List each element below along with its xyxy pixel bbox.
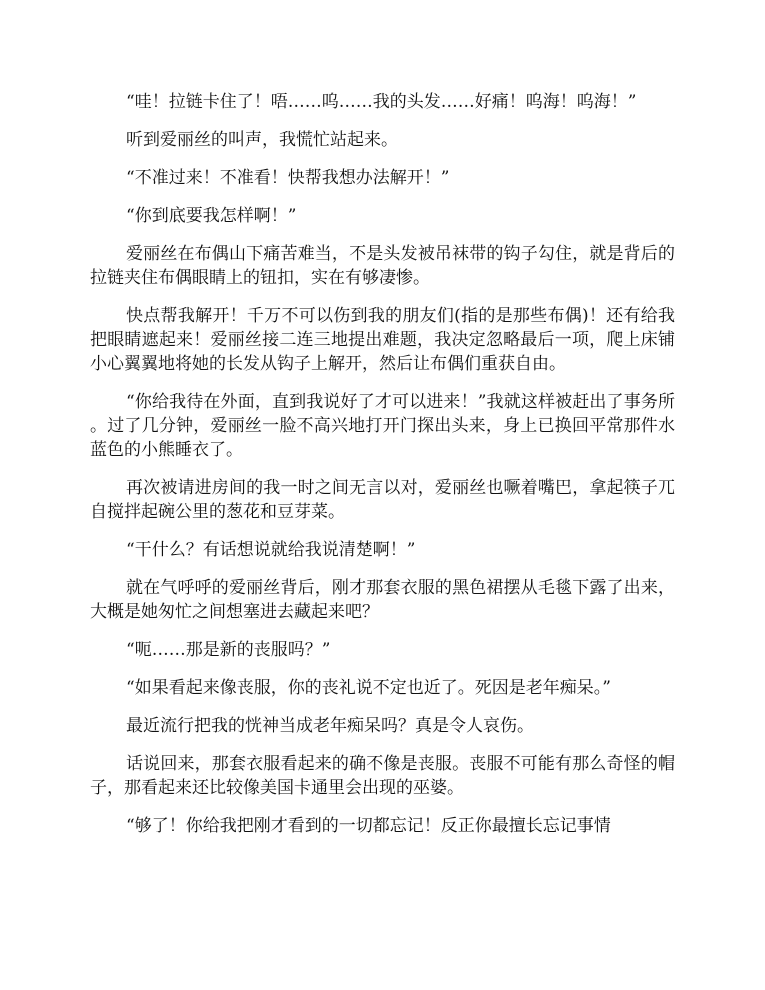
paragraph-15: “够了！你给我把刚才看到的一切都忘记！反正你最擅长忘记事情 (126, 816, 611, 836)
paragraph-6: 快点帮我解开！千万不可以伤到我的朋友们(指的是那些布偶)！还有给我把眼睛遮起来！爱丽丝接二连三地提出难题，我决定忽略最后一项，爬上床铺小心翼翼地将她的长发从钩子上解开，然后让布偶们重获自由。 (90, 306, 675, 374)
paragraph-5: 爱丽丝在布偶山下痛苦难当，不是头发被吊袜带的钩子勾住，就是背后的拉链夹住布偶眼睛上的钮扣，实在有够凄惨。 (90, 244, 675, 288)
paragraph-9: “干什么？有话想说就给我说清楚啊！” (126, 540, 416, 560)
paragraph-2: 听到爱丽丝的叫声，我慌忙站起来。 (126, 130, 398, 150)
paragraph-1: “哇！拉链卡住了！唔……呜……我的头发……好痛！呜海！呜海！” (126, 92, 637, 112)
paragraph-4: “你到底要我怎样啊！” (126, 206, 297, 226)
paragraph-13: 最近流行把我的恍神当成老年痴呆吗？真是令人哀伤。 (126, 716, 534, 736)
paragraph-3: “不准过来！不准看！快帮我想办法解开！” (126, 168, 450, 188)
paragraph-14: 话说回来，那套衣服看起来的确不像是丧服。丧服不可能有那么奇怪的帽子，那看起来还比较像美国卡通里会出现的巫婆。 (90, 754, 675, 798)
paragraph-7: “你给我待在外面，直到我说好了才可以进来！”我就这样被赶出了事务所。过了几分钟，爱丽丝一脸不高兴地打开门探出头来，身上已换回平常那件水蓝色的小熊睡衣了。 (90, 392, 675, 460)
paragraph-11: “呃……那是新的丧服吗？” (126, 640, 331, 660)
paragraph-8: 再次被请进房间的我一时之间无言以对，爱丽丝也噘着嘴巴，拿起筷子兀自搅拌起碗公里的葱花和豆芽菜。 (90, 478, 675, 522)
paragraph-10: 就在气呼呼的爱丽丝背后，刚才那套衣服的黑色裙摆从毛毯下露了出来，大概是她匆忙之间想塞进去藏起来吧？ (90, 578, 675, 622)
document-page (90, 90, 675, 852)
paragraph-12: “如果看起来像丧服，你的丧礼说不定也近了。死因是老年痴呆。” (126, 678, 611, 698)
